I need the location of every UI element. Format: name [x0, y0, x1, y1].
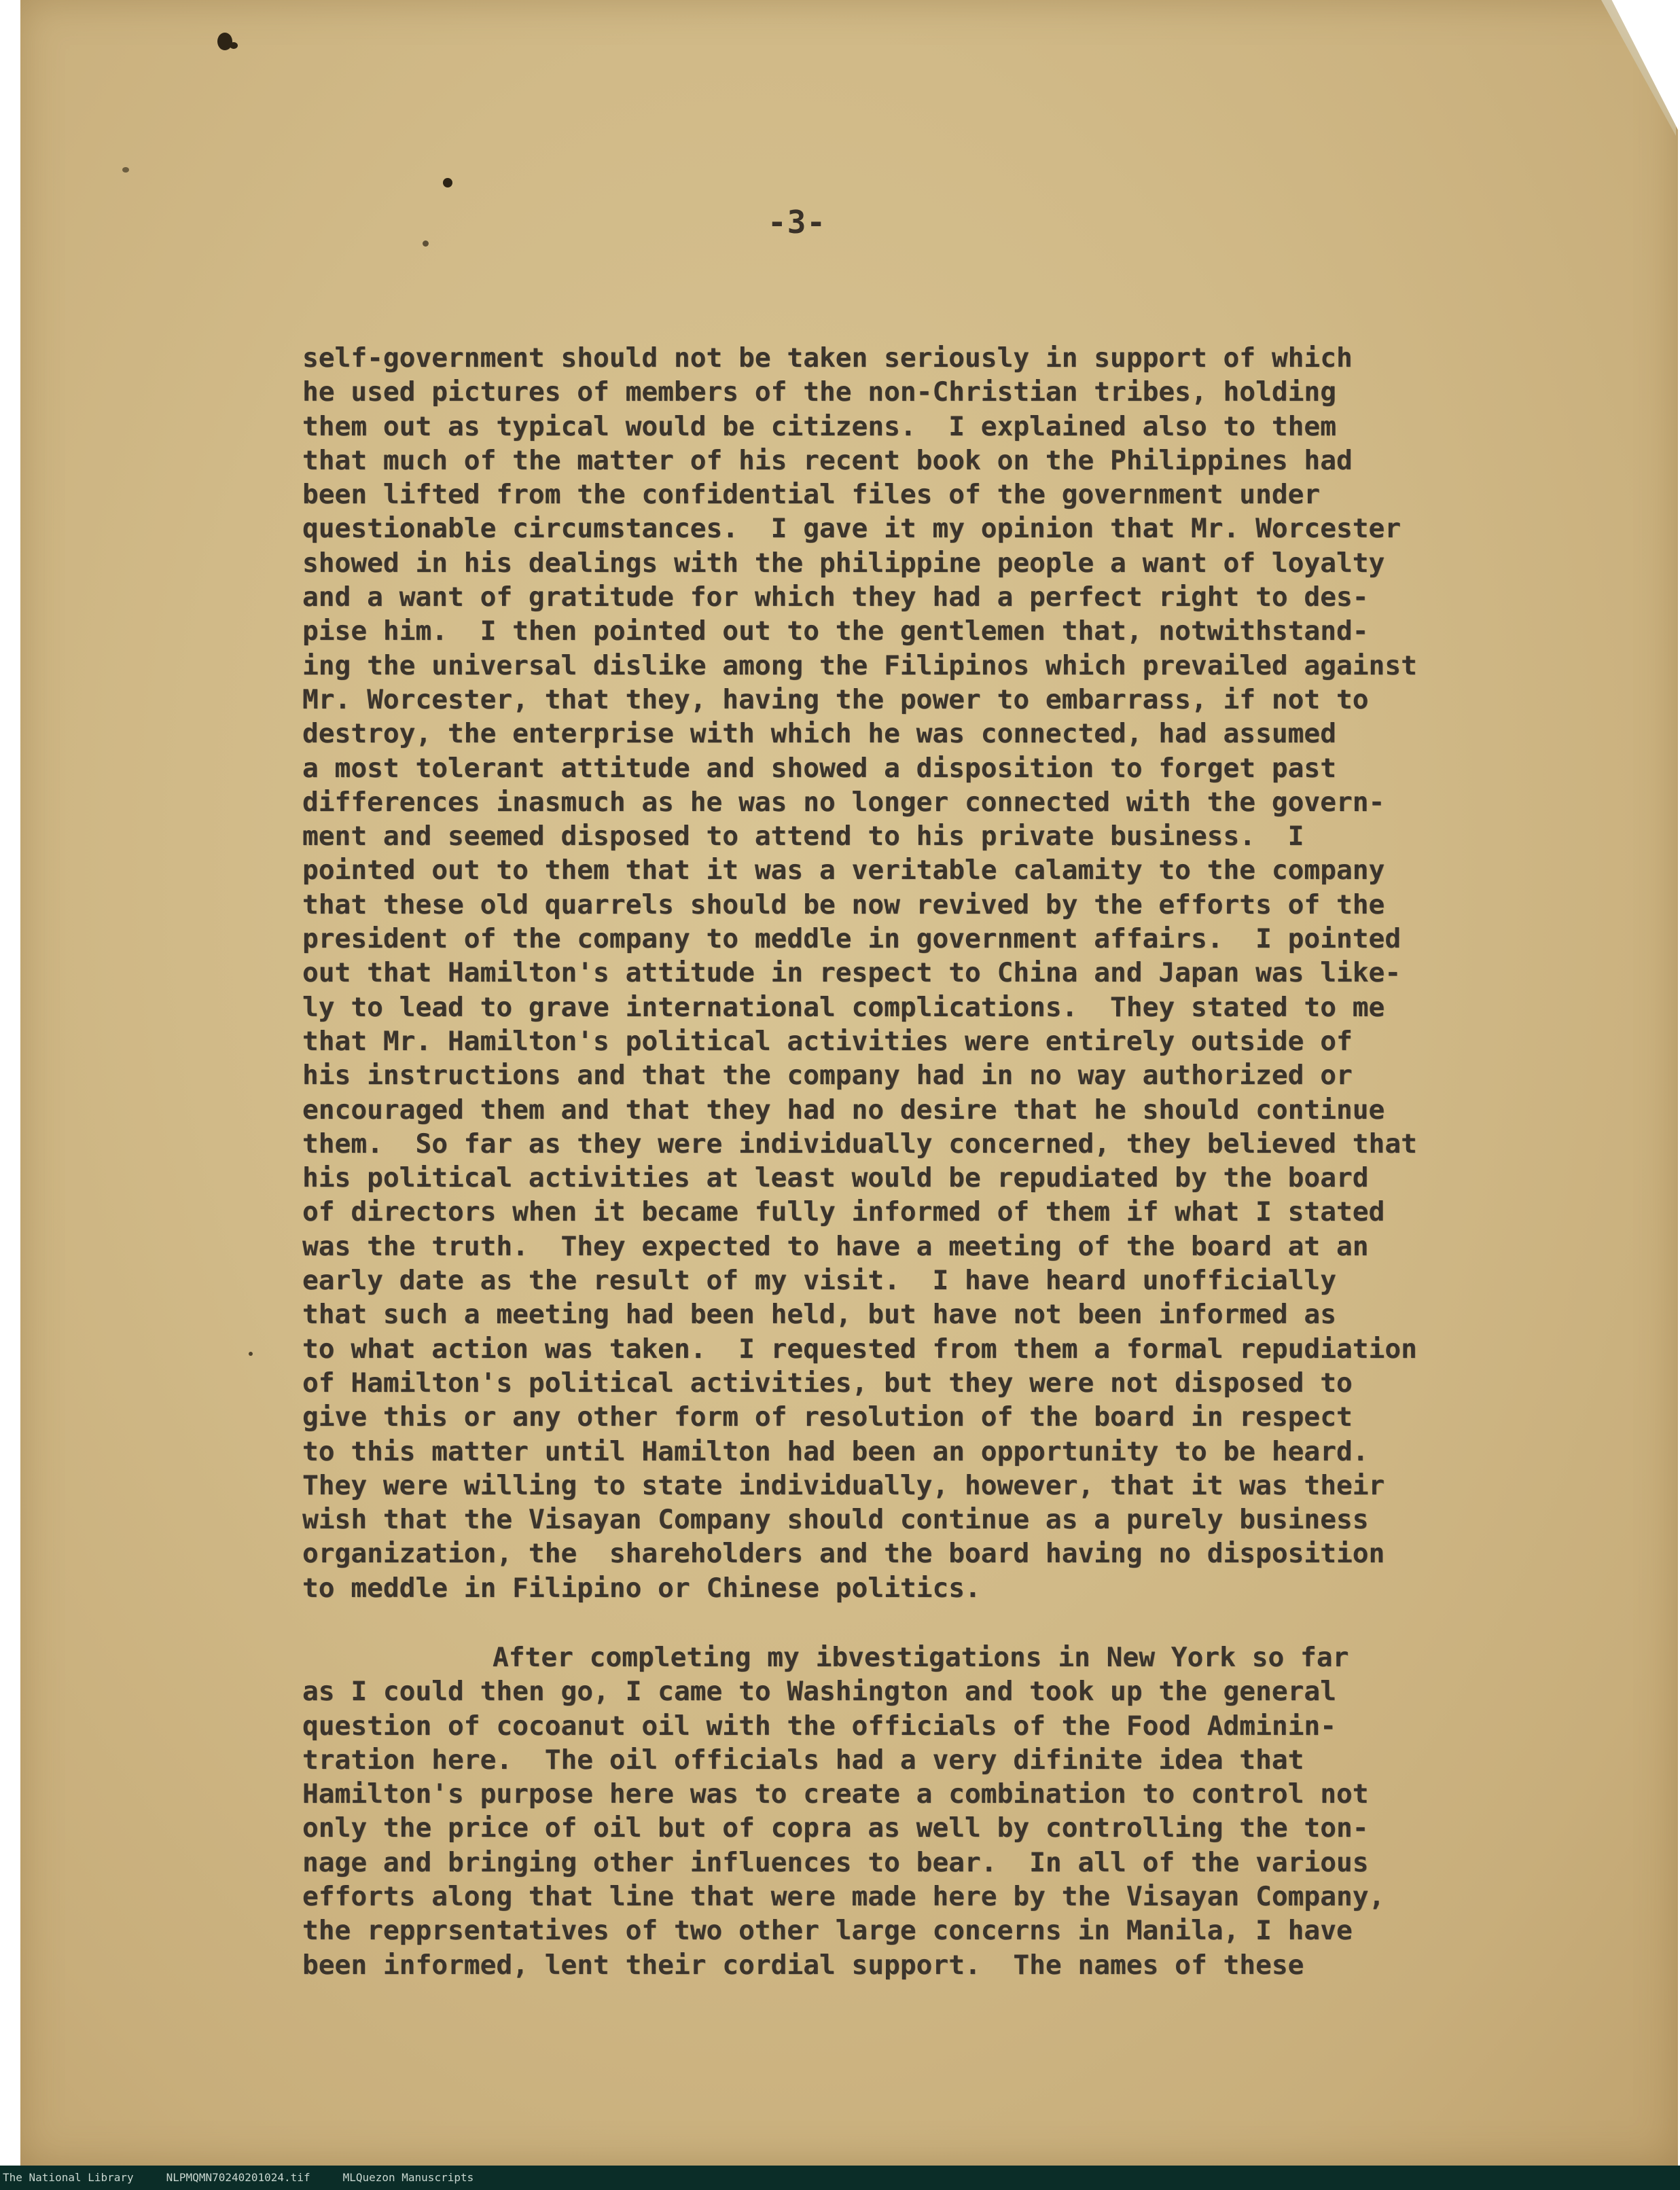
- text-line: pise him. I then pointed out to the gentlemen that, notwithstand-: [302, 615, 1369, 647]
- ink-blot: [230, 42, 238, 49]
- text-line: out that Hamilton's attitude in respect to China and Japan was like-: [302, 957, 1401, 989]
- text-line: that Mr. Hamilton's political activities were entirely outside of: [302, 1025, 1353, 1057]
- paragraph-gap: [302, 1605, 1545, 1640]
- text-line: ment and seemed disposed to attend to his private business. I: [302, 821, 1304, 852]
- archive-footer: [0, 2166, 1680, 2190]
- text-line: he used pictures of members of the non-Christian tribes, holding: [302, 376, 1336, 408]
- text-line: After completing my ibvestigations in New York so far: [493, 1641, 1349, 1673]
- folded-corner: [1601, 0, 1676, 136]
- text-line: Mr. Worcester, that they, having the power to embarrass, if not to: [302, 683, 1369, 715]
- text-line: as I could then go, I came to Washington and took up the general: [302, 1676, 1336, 1708]
- footer-library: The National Library: [3, 2171, 134, 2184]
- text-line: to this matter until Hamilton had been an opportunity to be heard.: [302, 1435, 1369, 1467]
- text-line: them. So far as they were individually concerned, they believed that: [302, 1128, 1417, 1160]
- text-line: differences inasmuch as he was no longer connected with the govern-: [302, 786, 1385, 818]
- ink-blot: [423, 240, 429, 247]
- ink-blot: [249, 1352, 253, 1356]
- text-line: self-government should not be taken seriously in support of which: [302, 342, 1353, 374]
- text-line: and a want of gratitude for which they had a perfect right to des-: [302, 581, 1369, 613]
- ink-blot: [443, 178, 452, 187]
- text-line: Hamilton's purpose here was to create a combination to control not: [302, 1778, 1369, 1810]
- text-line: question of cocoanut oil with the officials of the Food Adminin-: [302, 1710, 1336, 1742]
- text-line: been lifted from the confidential files of the government under: [302, 479, 1321, 511]
- footer-file: NLPMQMN70240201024.tif: [166, 2171, 310, 2184]
- text-line: of directors when it became fully informed of them if what I stated: [302, 1196, 1385, 1228]
- ink-blot: [122, 167, 129, 173]
- text-line: them out as typical would be citizens. I explained also to them: [302, 410, 1336, 442]
- text-line: ing the universal dislike among the Filipinos which prevailed against: [302, 649, 1417, 681]
- paragraph-1: [302, 341, 1545, 1605]
- text-line: been informed, lent their cordial support. The names of these: [302, 1949, 1304, 1981]
- text-line: They were willing to state individually, however, that it was their: [302, 1469, 1385, 1501]
- text-line: wish that the Visayan Company should continue as a purely business: [302, 1504, 1369, 1536]
- text-line: to meddle in Filipino or Chinese politics.: [302, 1572, 981, 1604]
- text-line: pointed out to them that it was a veritable calamity to the company: [302, 855, 1385, 886]
- page-number: -3-: [768, 204, 827, 240]
- text-line: destroy, the enterprise with which he was connected, had assumed: [302, 718, 1336, 750]
- text-line: of Hamilton's political activities, but they were not disposed to: [302, 1367, 1353, 1399]
- text-line: encouraged them and that they had no desire that he should continue: [302, 1094, 1385, 1126]
- text-line: was the truth. They expected to have a meeting of the board at an: [302, 1230, 1369, 1262]
- text-line: early date as the result of my visit. I have heard unofficially: [302, 1265, 1336, 1297]
- text-line: give this or any other form of resolution of the board in respect: [302, 1401, 1353, 1433]
- text-line: to what action was taken. I requested from them a formal repudiation: [302, 1333, 1417, 1365]
- paragraph-2: [302, 1640, 1545, 1982]
- footer-collection: MLQuezon Manuscripts: [342, 2171, 474, 2184]
- text-line: tration here. The oil officials had a very difinite idea that: [302, 1744, 1304, 1776]
- text-line: his instructions and that the company had in no way authorized or: [302, 1060, 1353, 1092]
- text-line: that these old quarrels should be now revived by the efforts of the: [302, 888, 1385, 920]
- text-line: efforts along that line that were made here by the Visayan Company,: [302, 1881, 1385, 1913]
- text-line: ly to lead to grave international complications. They stated to me: [302, 991, 1385, 1023]
- letter-body: [302, 341, 1545, 1982]
- text-line: a most tolerant attitude and showed a disposition to forget past: [302, 752, 1336, 784]
- text-line: that such a meeting had been held, but have not been informed as: [302, 1299, 1336, 1331]
- text-line: showed in his dealings with the philippine people a want of loyalty: [302, 547, 1385, 579]
- text-line: nage and bringing other influences to bear. In all of the various: [302, 1846, 1369, 1878]
- text-line: that much of the matter of his recent book on the Philippines had: [302, 444, 1353, 476]
- text-line: questionable circumstances. I gave it my opinion that Mr. Worcester: [302, 513, 1401, 545]
- text-line: organization, the shareholders and the board having no disposition: [302, 1538, 1385, 1570]
- text-line: president of the company to meddle in government affairs. I pointed: [302, 923, 1401, 955]
- text-line: only the price of oil but of copra as well by controlling the ton-: [302, 1812, 1369, 1844]
- text-line: his political activities at least would be repudiated by the board: [302, 1162, 1369, 1194]
- text-line: the repprsentatives of two other large concerns in Manila, I have: [302, 1915, 1353, 1947]
